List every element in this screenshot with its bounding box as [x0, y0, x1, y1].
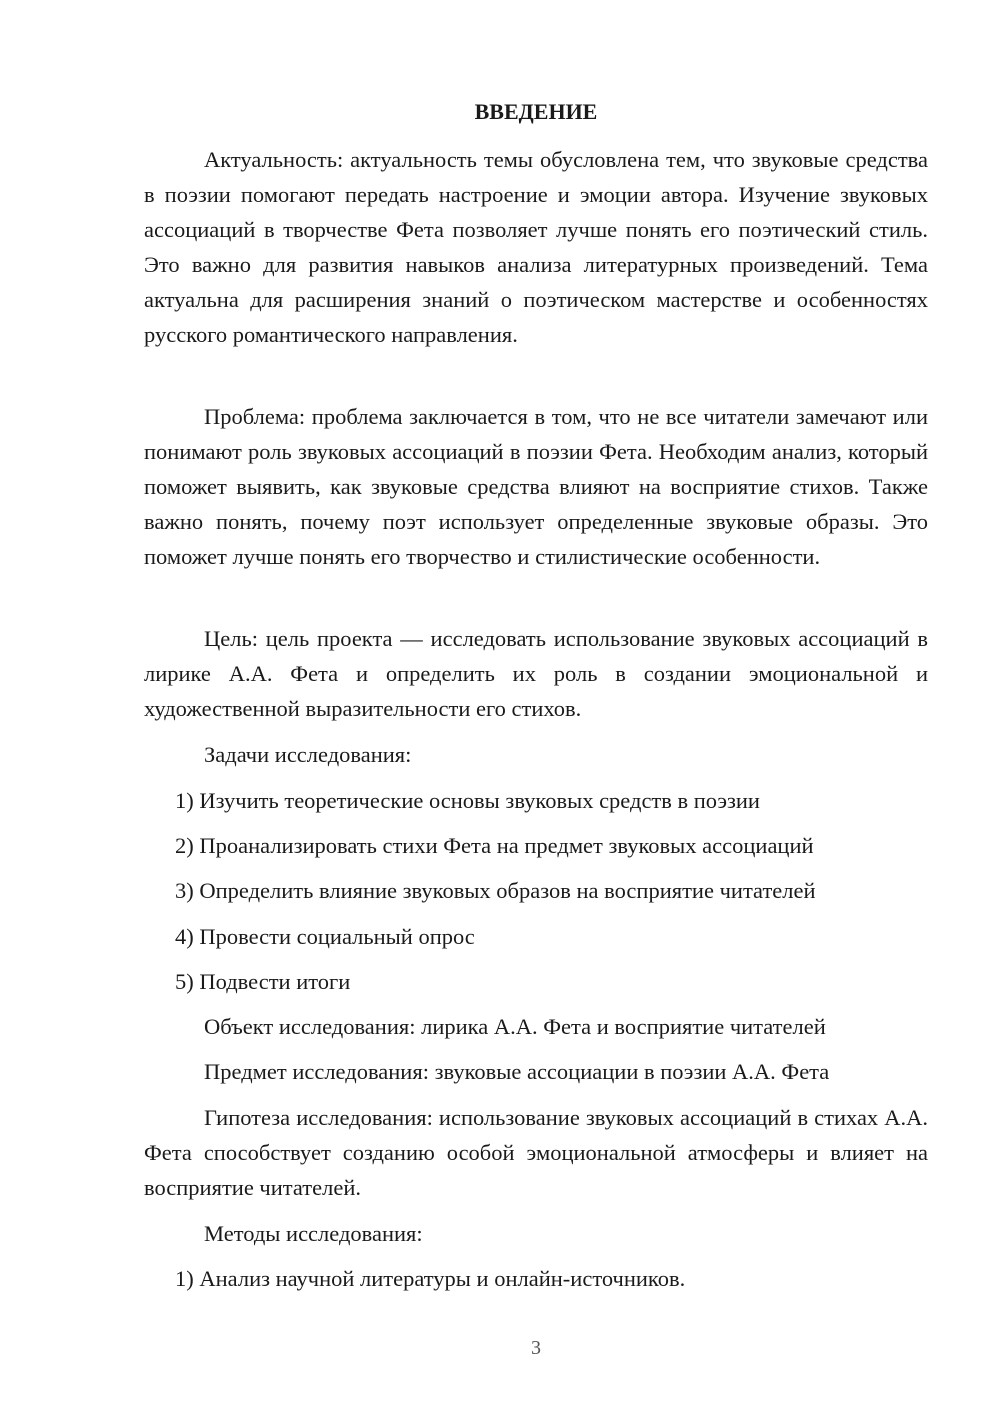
task-item-4: 4) Провести социальный опрос [175, 924, 475, 949]
research-subject: Предмет исследования: звуковые ассоциации в поэзии А.А. Фета [204, 1059, 830, 1084]
goal-paragraph: Цель: цель проекта — исследовать использование звуковых ассоциаций в лирике А.А. Фета и определить их роль в создании эмоциональной и художественной выразительности его стихов. [144, 626, 928, 721]
research-object: Объект исследования: лирика А.А. Фета и восприятие читателей [204, 1014, 826, 1039]
task-item-3: 3) Определить влияние звуковых образов на восприятие читателей [175, 878, 816, 903]
relevance-paragraph: Актуальность: актуальность темы обусловлена тем, что звуковые средства в поэзии помогают передать настроение и эмоции автора. Изучение звуковых ассоциаций в творчестве Фета позволяет лучше понять его поэтический стиль. Это важно для развития навыков анализа литературных произведений. Тема актуальна для расширения знаний о поэтическом мастерстве и особенностях русского романтического направления. [144, 147, 928, 347]
task-item-2: 2) Проанализировать стихи Фета на предмет звуковых ассоциаций [175, 833, 814, 858]
hypothesis-paragraph: Гипотеза исследования: использование звуковых ассоциаций в стихах А.А. Фета способствует созданию особой эмоциональной атмосферы и влияет на восприятие читателей. [144, 1105, 928, 1200]
page-number: 3 [531, 1337, 541, 1359]
method-item-1: 1) Анализ научной литературы и онлайн-источников. [175, 1266, 686, 1291]
task-item-1: 1) Изучить теоретические основы звуковых средств в поэзии [175, 788, 760, 813]
tasks-heading: Задачи исследования: [204, 742, 412, 767]
page-title: ВВЕДЕНИЕ [474, 99, 598, 124]
methods-heading: Методы исследования: [204, 1221, 423, 1246]
task-item-5: 5) Подвести итоги [175, 969, 351, 994]
problem-paragraph: Проблема: проблема заключается в том, что не все читатели замечают или понимают роль звуковых ассоциаций в поэзии Фета. Необходим анализ, который поможет выявить, как звуковые средства влияют на восприятие стихов. Также важно понять, почему поэт использует определенные звуковые образы. Это поможет лучше понять его творчество и стилистические особенности. [144, 404, 928, 569]
